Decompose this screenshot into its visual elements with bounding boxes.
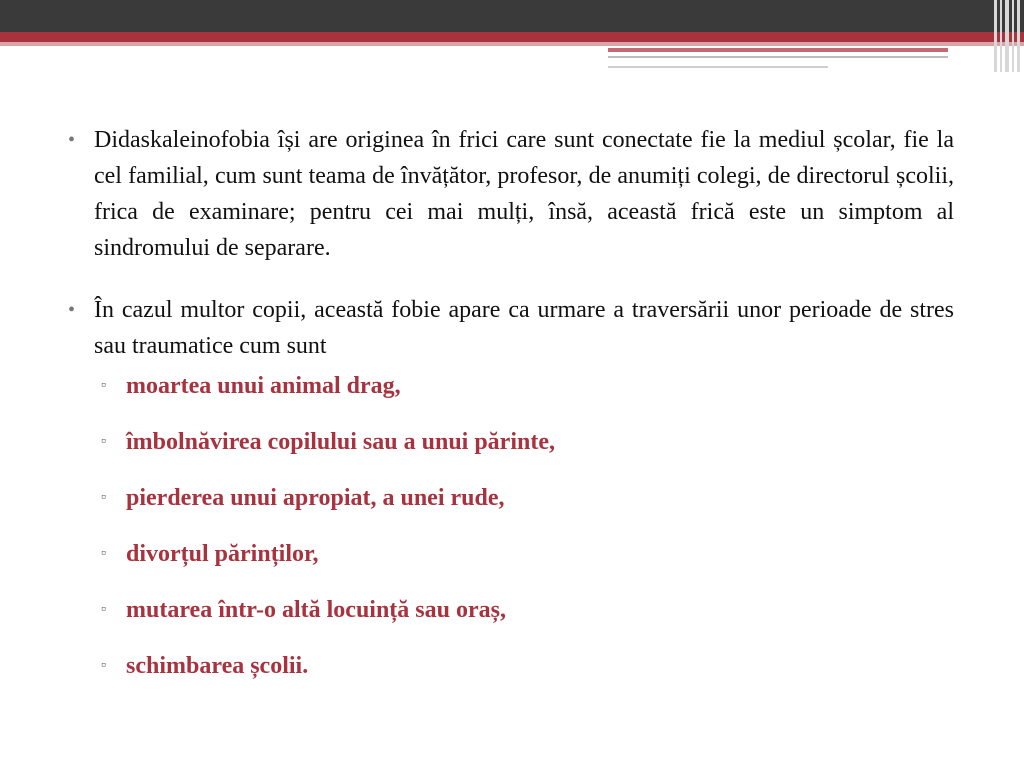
sublist-item-text: îmbolnăvirea copilului sau a unui părinte, bbox=[126, 429, 555, 455]
square-bullet-icon: ▫ bbox=[101, 490, 106, 505]
slide-body bbox=[64, 122, 954, 704]
sublist-item bbox=[64, 536, 954, 592]
sublist-item-text: divorțul părinților, bbox=[126, 541, 319, 567]
bullet-marker: • bbox=[68, 129, 76, 151]
square-bullet-icon: ▫ bbox=[101, 434, 106, 449]
bullet-text: În cazul multor copii, această fobie apare ca urmare a traversării unor perioade de stres sau traumatice cum sunt bbox=[94, 297, 954, 359]
bullet-marker: • bbox=[68, 299, 76, 321]
bullet-item-causes bbox=[64, 292, 954, 364]
bullet-item-origin bbox=[64, 122, 954, 266]
sublist-item bbox=[64, 592, 954, 648]
sublist-item bbox=[64, 480, 954, 536]
square-bullet-icon: ▫ bbox=[101, 658, 106, 673]
header-accent-line bbox=[608, 48, 948, 52]
sublist-item bbox=[64, 424, 954, 480]
header-red-shadow bbox=[0, 42, 1024, 46]
bullet-text: Didaskaleinofobia își are originea în frici care sunt conectate fie la mediul școlar, fie la cel familial, cum sunt teama de învățător, profesor, de anumiți colegi, de directorul școlii, frica de examinare; pentru cei mai mulți, însă, această frică este un simptom al sindromului de separare. bbox=[94, 127, 954, 261]
header-gray-line-short bbox=[608, 66, 828, 68]
sublist-item bbox=[64, 648, 954, 704]
sublist-item-text: mutarea într-o altă locuință sau oraș, bbox=[126, 597, 506, 623]
square-bullet-icon: ▫ bbox=[101, 378, 106, 393]
sublist-item-text: moartea unui animal drag, bbox=[126, 373, 401, 399]
header-vertical-bars bbox=[994, 0, 1024, 72]
header-dark-band bbox=[0, 0, 1024, 32]
header-gray-line bbox=[608, 56, 948, 58]
causes-sublist bbox=[64, 368, 954, 704]
square-bullet-icon: ▫ bbox=[101, 602, 106, 617]
square-bullet-icon: ▫ bbox=[101, 546, 106, 561]
sublist-item-text: schimbarea școlii. bbox=[126, 653, 309, 679]
header-red-band bbox=[0, 32, 1024, 42]
sublist-item-text: pierderea unui apropiat, a unei rude, bbox=[126, 485, 505, 511]
sublist-item bbox=[64, 368, 954, 424]
